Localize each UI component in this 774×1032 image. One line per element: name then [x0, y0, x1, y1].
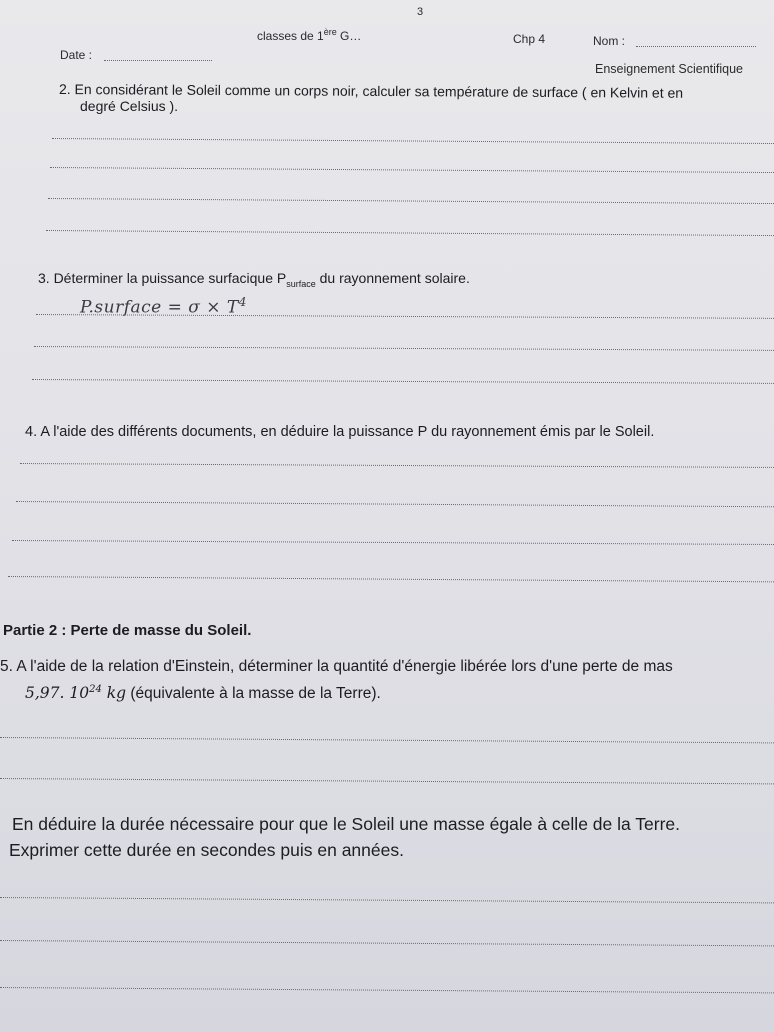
answer-line-q3-3[interactable]	[32, 379, 774, 384]
handwritten-formula: P.surface = σ × T	[80, 297, 239, 318]
answer-line-q4-3[interactable]	[12, 540, 774, 545]
answer-line-q2-2[interactable]	[50, 167, 774, 173]
page-number: 3	[417, 6, 424, 18]
class-superscript: ère	[323, 27, 337, 37]
class-label	[257, 27, 361, 43]
answer-line-q2-1[interactable]	[52, 138, 774, 144]
question-2-line-2: degré Celsius ).	[80, 98, 179, 114]
answer-line-q2-4[interactable]	[46, 230, 774, 236]
subject-label: Enseignement Scientifique	[595, 62, 744, 76]
class-suffix: G…	[336, 29, 362, 43]
earth-mass-exponent: 24	[89, 684, 102, 695]
handwritten-exponent: 4	[238, 295, 247, 309]
question-3-prefix: 3. Déterminer la puissance surfacique P	[38, 270, 287, 286]
answer-line-q6-3[interactable]	[0, 987, 774, 993]
chapter-label: Chp 4	[513, 32, 546, 46]
name-label: Nom :	[593, 34, 626, 48]
question-3-subscript: surface	[286, 278, 316, 289]
part-2-title: Partie 2 : Perte de masse du Soleil.	[3, 622, 252, 639]
question-4: 4. A l'aide des différents documents, en déduire la puissance P du rayonnement émis par le Soleil.	[25, 424, 655, 440]
question-6-line-1: En déduire la durée nécessaire pour que le Soleil une masse égale à celle de la Terre.	[12, 814, 681, 834]
question-2-line-1: 2. En considérant le Soleil comme un corps noir, calculer sa température de surface ( en Kelvin et en	[58, 81, 684, 101]
question-5-line-2	[25, 684, 381, 703]
question-3	[38, 270, 470, 293]
answer-line-q3-2[interactable]	[34, 346, 774, 351]
answer-line-q4-1[interactable]	[20, 463, 774, 468]
answer-line-q2-3[interactable]	[48, 198, 774, 204]
earth-mass-unit: kg	[101, 684, 127, 703]
earth-mass-value: 5,97. 10	[25, 684, 90, 703]
question-5-rest: (équivalente à la masse de la Terre).	[126, 685, 381, 703]
class-prefix: classes de 1	[257, 29, 324, 43]
answer-line-q5-1[interactable]	[0, 737, 774, 743]
answer-line-q5-2[interactable]	[0, 778, 774, 784]
question-3-suffix: du rayonnement solaire.	[315, 270, 470, 286]
answer-line-q6-2[interactable]	[0, 940, 774, 946]
answer-line-q4-4[interactable]	[8, 576, 774, 582]
answer-line-q6-1[interactable]	[0, 897, 774, 903]
question-5-line-1: 5. A l'aide de la relation d'Einstein, déterminer la quantité d'énergie libérée lors d'une perte de mas	[0, 658, 673, 675]
answer-line-q4-2[interactable]	[16, 501, 774, 507]
name-answer-line[interactable]	[636, 46, 756, 47]
date-answer-line[interactable]	[104, 60, 212, 61]
date-label: Date :	[60, 48, 93, 62]
question-6-line-2: Exprimer cette durée en secondes puis en années.	[9, 840, 404, 860]
